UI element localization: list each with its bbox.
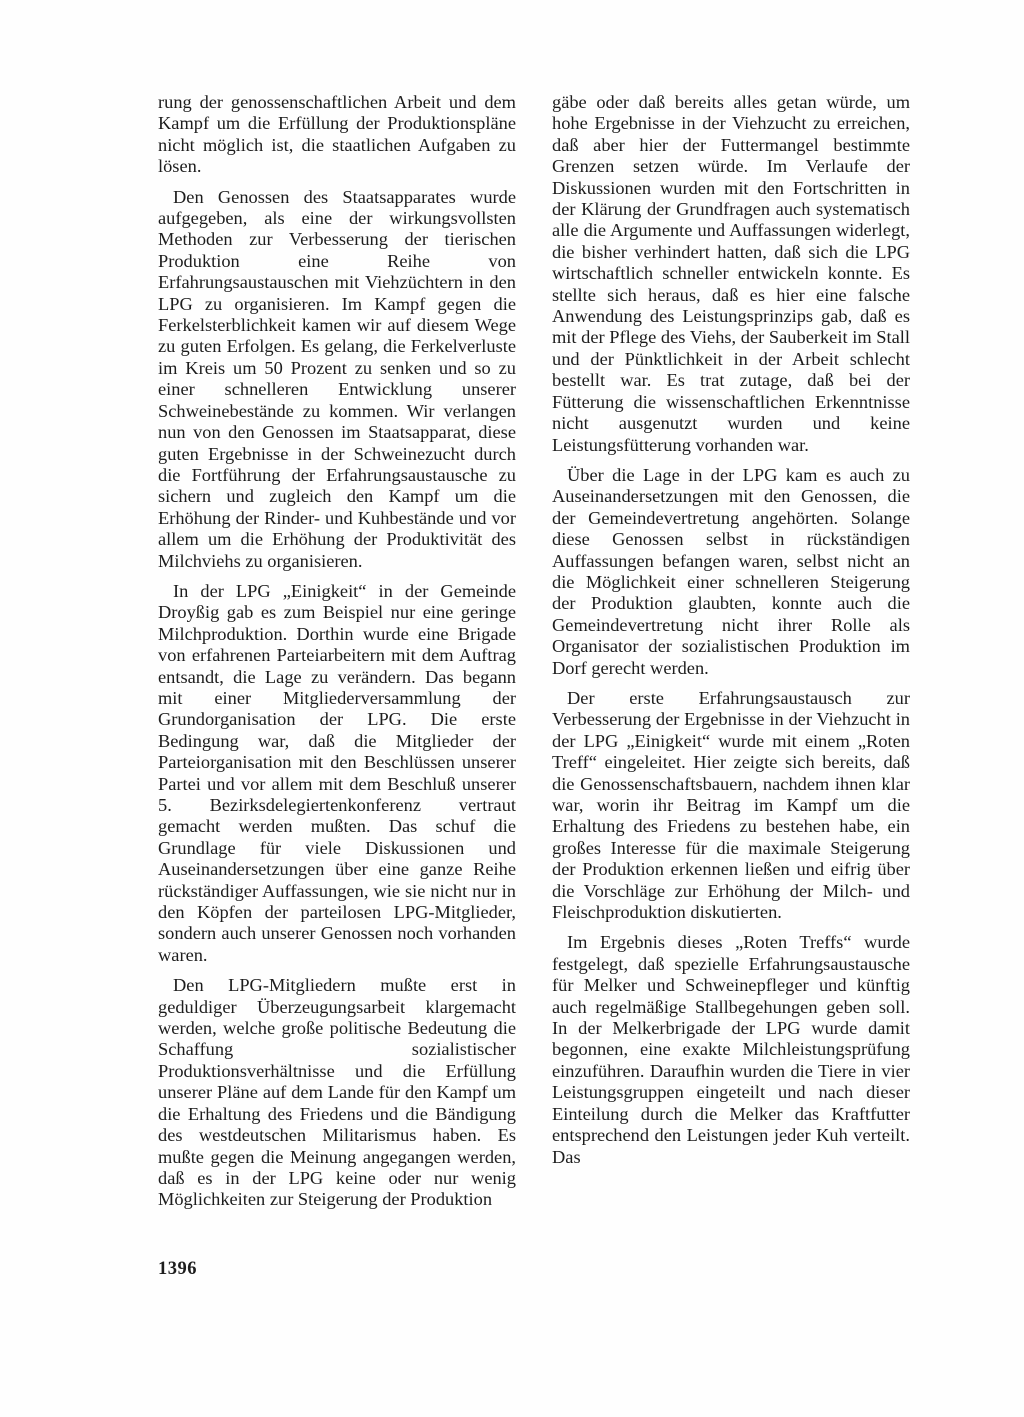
paragraph: gäbe oder daß bereits alles getan würde, um hohe Ergebnisse in der Viehzucht zu erreichen, daß aber hier der Futtermangel bestimmte Grenzen setzen würde. Im Verlaufe der Diskussionen wurden mit den Fortschritten in der Klärung der Grundfragen auch systematisch alle die Argumente und Auffassungen widerlegt, die bisher verhindert hatten, daß sich die LPG wirtschaftlich schneller entwickeln konnte. Es stellte sich heraus, daß es hier eine falsche Anwendung des Leistungsprinzips gab, daß es mit der Pflege des Viehs, der Sauberkeit im Stall und der Pünktlichkeit in der Arbeit schlecht bestellt war. Es trat zutage, daß bei der Fütterung die wissenschaftlichen Erkenntnisse nicht ausgenutzt wurden und keine Leistungsfütterung vorhanden war.: [552, 92, 910, 455]
left-text-column: [158, 92, 516, 1220]
page-number: 1396: [158, 1259, 197, 1279]
paragraph: rung der genossenschaftlichen Arbeit und dem Kampf um die Erfüllung der Produktionspläne nicht möglich ist, die staatlichen Aufgaben zu lösen.: [158, 92, 516, 177]
paragraph: Den LPG-Mitgliedern mußte erst in geduldiger Überzeugungsarbeit klargemacht werden, welche große politische Bedeutung die Schaffung sozialistischer Produktionsverhältnisse und die Erfüllung unserer Pläne auf dem Lande für den Kampf um die Erhaltung des Friedens und die Bändigung des westdeutschen Militarismus haben. Es mußte gegen die Meinung angegangen werden, daß es in der LPG keine oder nur wenig Möglichkeiten zur Steigerung der Produktion: [158, 975, 516, 1210]
paragraph: Über die Lage in der LPG kam es auch zu Auseinandersetzungen mit den Genossen, die der Gemeindevertretung angehörten. Solange diese Genossen selbst in rückständigen Auffassungen befangen waren, selbst nicht an die Möglichkeit einer schnelleren Steigerung der Produktion glaubten, konnte auch die Gemeindevertretung nicht ihrer Rolle als Organisator der sozialistischen Produktion im Dorf gerecht werden.: [552, 464, 910, 678]
right-text-column: [552, 92, 910, 1177]
paragraph: In der LPG „Einigkeit“ in der Gemeinde Droyßig gab es zum Beispiel nur eine geringe Milchproduktion. Dorthin wurde eine Brigade von erfahrenen Parteiarbeitern mit dem Auftrag entsandt, die Lage zu verändern. Das begann mit einer Mitgliederversammlung der Grundorganisation der LPG. Die erste Bedingung war, daß die Mitglieder der Parteiorganisation mit den Beschlüssen unserer Partei und vor allem mit dem Beschluß unserer 5. Bezirksdelegiertenkonferenz vertraut gemacht werden mußten. Das schuf die Grundlage für viele Diskussionen und Auseinandersetzungen über eine ganze Reihe rückständiger Auffassungen, wie sie nicht nur in den Köpfen der parteilosen LPG-Mitglieder, sondern auch unserer Genossen noch vorhanden waren.: [158, 580, 516, 965]
paragraph: Der erste Erfahrungsaustausch zur Verbesserung der Ergebnisse in der Viehzucht in der LPG „Einigkeit“ wurde mit einem „Roten Treff“ eingeleitet. Hier zeigte sich bereits, daß die Genossenschaftsbauern, nachdem ihnen klar war, worin ihr Beitrag im Kampf um die Erhaltung des Friedens zu bestehen habe, ein großes Interesse für die maximale Steigerung der Produktion erkennen ließen und eifrig über die Vorschläge zur Erhöhung der Milch- und Fleischproduktion diskutierten.: [552, 687, 910, 923]
paragraph: Den Genossen des Staatsapparates wurde aufgegeben, als eine der wirkungsvollsten Methoden zur Verbesserung der tierischen Produktion eine Reihe von Erfahrungsaustauschen mit Viehzüchtern in den LPG zu organisieren. Im Kampf gegen die Ferkelsterblichkeit kamen wir auf diesem Wege zu guten Erfolgen. Es gelang, die Ferkelverluste im Kreis um 50 Prozent zu senken und so zu einer schnelleren Entwicklung unserer Schweinebestände zu kommen. Wir verlangen nun von den Genossen im Staatsapparat, diese guten Ergebnisse in der Schweinezucht durch die Fortführung der Erfahrungsaustausche zu sichern und zugleich den Kampf um die Erhöhung der Rinder- und Kuhbestände und vor allem um die Erhöhung der Produktivität des Milchviehs zu organisieren.: [158, 186, 516, 571]
paragraph: Im Ergebnis dieses „Roten Treffs“ wurde festgelegt, daß spezielle Erfahrungsaustausche für Melker und Schweinepfleger und künftig auch regelmäßige Stallbegehungen geben soll. In der Melkerbrigade der LPG wurde damit begonnen, eine exakte Milchleistungsprüfung einzuführen. Daraufhin wurden die Tiere in vier Leistungsgruppen eingeteilt und nach dieser Einteilung durch die Melker das Kraftfutter entsprechend den Leistungen jeder Kuh verteilt. Das: [552, 932, 910, 1167]
